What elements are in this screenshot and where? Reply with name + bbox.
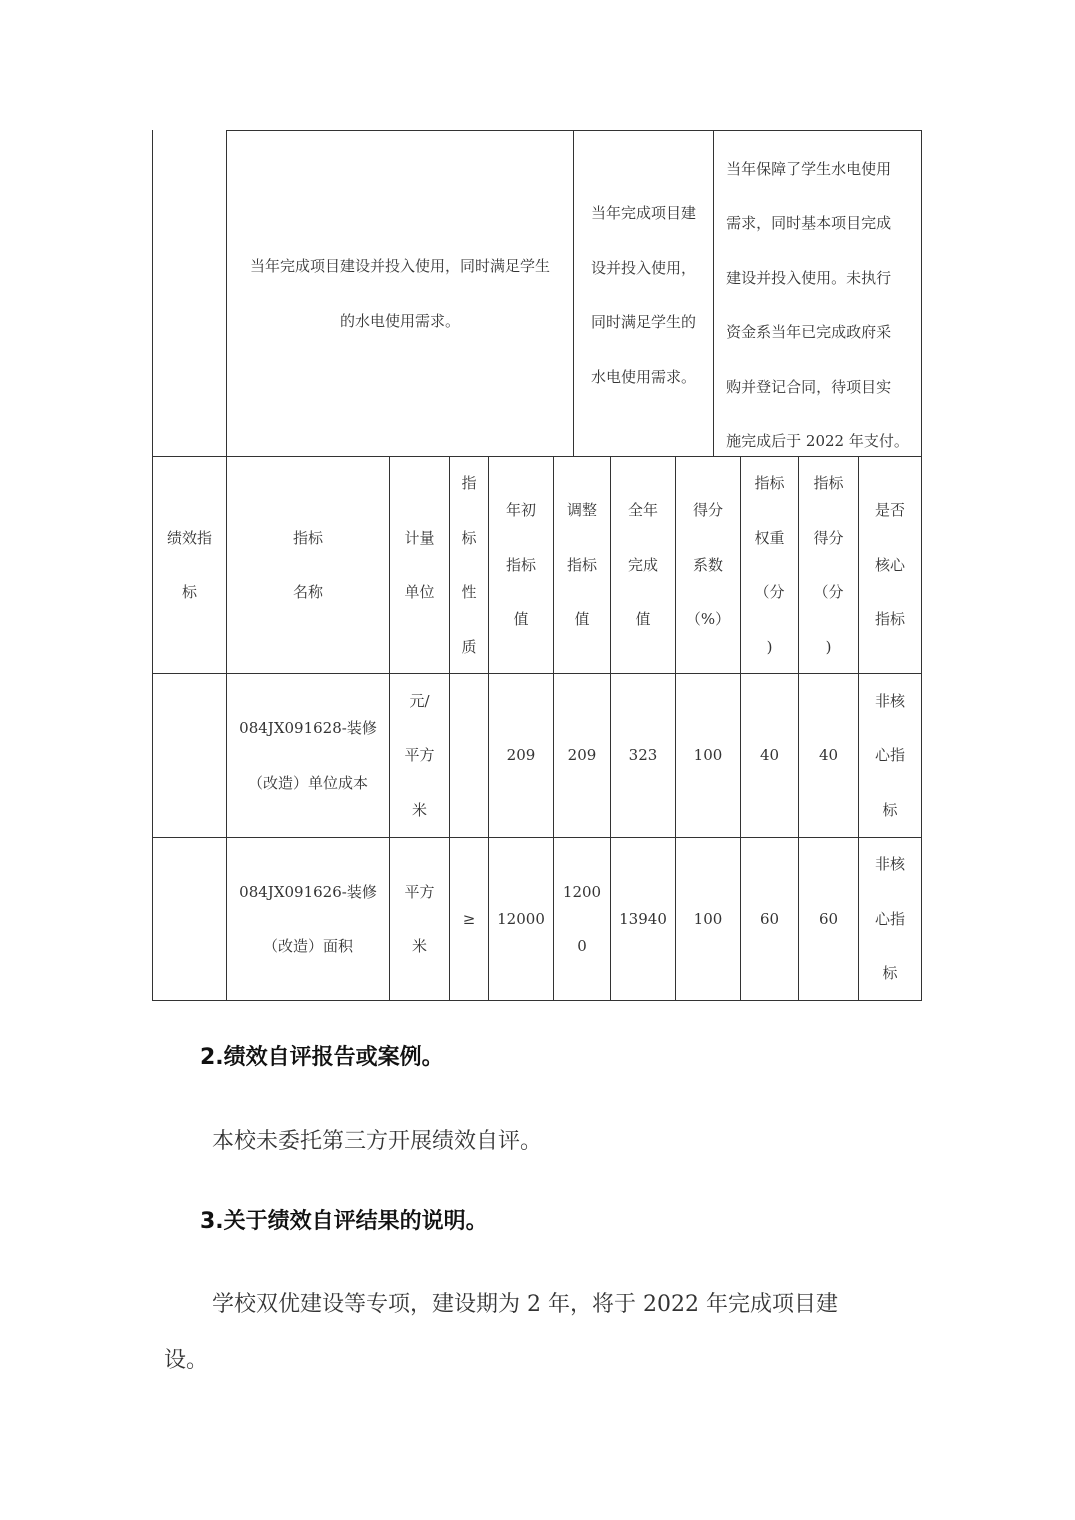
core-flag (859, 838, 921, 1000)
header-line: 得分 (813, 528, 844, 547)
header-category (153, 457, 226, 673)
summary-actual-line: 设并投入使用， (590, 258, 696, 277)
summary-explanation-line: 当年保障了学生水电使用 (726, 159, 892, 178)
header-line: 完成 (627, 555, 658, 574)
summary-explanation-line: 施完成后于 2022 年支付。 (726, 432, 909, 450)
header-line: 指标 (754, 474, 785, 492)
header-line: （%） (685, 610, 731, 629)
header-line: 是否 (874, 501, 905, 520)
header-line: 核心 (874, 555, 905, 574)
summary-actual-line: 当年完成项目建 (590, 204, 696, 222)
score: 60 (818, 909, 839, 928)
section-body-3-line-1: 学校双优建设等专项，建设期为 2 年，将于 2022 年完成项目建 (212, 1292, 838, 1317)
unit-line: 平方 (404, 746, 435, 765)
summary-explanation-line: 建设并投入使用。未执行 (726, 268, 892, 287)
header-line: 标 (181, 583, 197, 601)
table-border-right (921, 130, 922, 1001)
header-line: 权重 (754, 528, 785, 547)
header-line: 指标 (566, 555, 597, 574)
header-line: 指标 (505, 555, 536, 574)
actual-value: 323 (628, 746, 658, 765)
unit (390, 674, 449, 837)
section-body-2: 本校未委托第三方开展绩效自评。 (212, 1129, 543, 1154)
header-score (799, 457, 858, 673)
header-line: （分 (813, 583, 844, 601)
header-nature (450, 457, 488, 673)
header-line: 性 (461, 583, 477, 601)
indicator-name (227, 838, 389, 1000)
section-body-3-line-2: 设。 (164, 1348, 209, 1373)
adjusted-value (554, 838, 610, 1000)
weight: 40 (759, 746, 780, 765)
header-initial (489, 457, 553, 673)
header-line: 计量 (404, 528, 435, 547)
section-heading-2: 2.绩效自评报告或案例。 (200, 1045, 444, 1070)
header-line: 名称 (292, 583, 323, 601)
header-line: ) (825, 637, 832, 656)
header-coefficient (676, 457, 740, 673)
name-line: 084JX091628-装修 (239, 719, 377, 737)
header-name (227, 457, 389, 673)
core-flag (859, 674, 921, 837)
adjusted-line: 1200 (562, 882, 602, 901)
header-line: 指标 (813, 474, 844, 492)
header-actual (611, 457, 675, 673)
header-line: 值 (513, 610, 529, 629)
header-adjusted (554, 457, 610, 673)
summary-actual-line: 同时满足学生的 (590, 313, 696, 331)
header-line: 标 (461, 528, 477, 547)
core-line: 非核 (874, 691, 905, 710)
core-line: 心指 (874, 746, 905, 765)
name-line: （改造）面积 (262, 937, 353, 955)
initial-value: 209 (506, 746, 536, 765)
summary-explanation-line: 需求，同时基本项目完成 (726, 214, 892, 232)
unit-line: 米 (411, 800, 427, 819)
adjusted-line: 0 (577, 937, 587, 955)
unit-line: 元/ (409, 691, 430, 710)
nature (450, 674, 488, 837)
header-line: 绩效指 (166, 528, 212, 547)
adjusted-value (554, 674, 610, 837)
weight: 60 (759, 909, 780, 928)
header-unit (390, 457, 449, 673)
adjusted-line: 209 (567, 746, 597, 765)
summary-explanation-line: 购并登记合同，待项目实 (726, 377, 892, 396)
actual-value: 13940 (619, 909, 667, 928)
summary-explanation-line: 资金系当年已完成政府采 (726, 323, 892, 341)
header-line: 值 (635, 610, 651, 629)
header-line: 全年 (627, 501, 658, 520)
table-border-bottom (152, 1000, 922, 1001)
score-coefficient: 100 (693, 746, 723, 765)
summary-target-cell (227, 131, 573, 456)
header-line: 调整 (566, 501, 597, 520)
nature: ≥ (462, 909, 476, 928)
header-line: 年初 (505, 501, 536, 520)
header-line: 单位 (404, 583, 435, 601)
unit-line: 米 (411, 937, 427, 955)
core-line: 标 (882, 964, 898, 983)
header-line: 系数 (692, 555, 723, 574)
header-core (859, 457, 921, 673)
header-line: 指 (461, 474, 477, 492)
summary-target-line: 的水电使用需求。 (339, 311, 460, 330)
core-line: 心指 (874, 909, 905, 928)
score: 40 (818, 746, 839, 765)
header-line: 得分 (692, 501, 723, 520)
initial-value: 12000 (497, 909, 545, 928)
name-line: 084JX091626-装修 (239, 882, 377, 901)
unit (390, 838, 449, 1000)
header-line: （分 (754, 583, 785, 601)
unit-line: 平方 (404, 882, 435, 901)
header-line: 质 (461, 637, 477, 656)
header-weight (741, 457, 798, 673)
summary-target-line: 当年完成项目建设并投入使用，同时满足学生 (249, 257, 550, 275)
summary-actual-cell (574, 170, 713, 420)
header-line: ) (766, 637, 773, 656)
score-coefficient: 100 (693, 909, 723, 928)
section-heading-3: 3.关于绩效自评结果的说明。 (200, 1209, 488, 1234)
indicator-name (227, 674, 389, 837)
core-line: 标 (882, 800, 898, 819)
header-line: 指标 (292, 528, 323, 547)
header-line: 指标 (874, 610, 905, 629)
summary-actual-line: 水电使用需求。 (590, 367, 696, 386)
summary-explanation-cell (714, 140, 921, 470)
header-line: 值 (574, 610, 590, 629)
core-line: 非核 (874, 855, 905, 874)
name-line: （改造）单位成本 (247, 773, 368, 792)
